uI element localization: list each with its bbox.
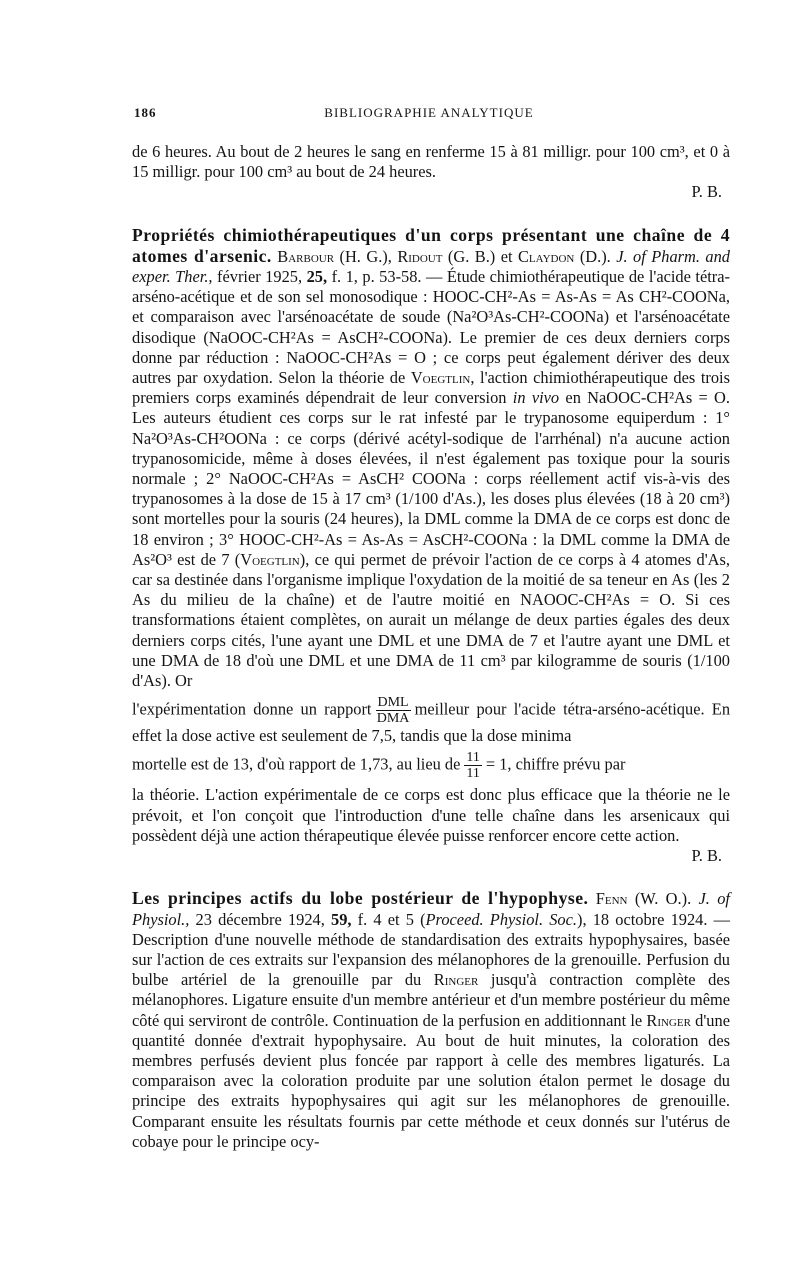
article-1-pages: f. 1, p. 53-58. — <box>331 267 443 287</box>
article-1-author-2-initials: (G. B.) et <box>447 246 513 266</box>
article-2-ringer-2: Ringer <box>646 1010 691 1030</box>
article-1-author-3: Claydon <box>517 246 575 266</box>
article-2 <box>132 888 730 1152</box>
article-1-text-1: Étude chimiothérapeutique de l'acide tétra-arséno-acétique et de son sel monosodique : HOOC-CH²-As = As-As = As CH²-COONa, et comparaison avec l'arsénoacétate de soude (Na²O³As-CH²-COONa) et l'arsénoacétate disodique (NaOOC-CH²As = AsCH²-COONa). Le premier de ces deux derniers corps donne par réduction : NaOOC-CH²As = O ; ce corps peut également dériver des deux autres par oxydation. Selon la théorie de <box>132 267 730 388</box>
continuation-signature: P. B. <box>691 182 722 202</box>
article-1-text-4: ), ce qui permet de prévoir l'action de ce corps à 4 atomes d'As, car sa destinée dans l'organisme implique l'oxydation de la moitié de sa teneur en As (les 2 As du milieu de la chaîne) et de l'autre moitié en NAOOC-CH²As = O. Si ces transformations étaient complètes, on aurait un mélange de deux parties égales des deux derniers corps cités, l'une ayant une DML et une DMA de 7 et l'autre ayant une DML et une DMA de 18 d'où une DML et une DMA de 11 cm³ par kilogramme de souris (1/100 d'As). Or <box>132 549 730 691</box>
article-2-author-initials: (W. O.). <box>634 889 692 909</box>
article-1-journal: J. of Pharm. and exper. Ther., <box>132 246 730 287</box>
fraction-11-11 <box>464 750 481 781</box>
article-1-author-3-initials: (D.). <box>579 246 611 266</box>
article-2-text-2: jusqu'à contraction complète des mélanophores. Ligature ensuite d'un membre antérieur et d'un membre postérieur du même côté qui serviront de contrôle. Continuation de la perfusion en additionnant le <box>132 970 730 1030</box>
page-body <box>132 142 730 1152</box>
running-header <box>134 101 724 125</box>
article-1-text-6a: mortelle est de 13, d'où rapport de 1,73, au lieu de <box>132 754 461 774</box>
article-1-name-voegtlin: Voegtlin <box>410 368 471 388</box>
fraction-numerator: DML <box>377 695 409 711</box>
article-1 <box>132 225 730 692</box>
article-1-in-vivo: in vivo <box>512 388 560 408</box>
article-2-date: 23 décembre 1924, <box>195 909 325 929</box>
fraction-numerator: 11 <box>466 750 480 766</box>
article-1-author-1: Barbour <box>277 246 335 266</box>
running-title: BIBLIOGRAPHIE ANALYTIQUE <box>324 105 534 120</box>
article-1-name-voegtlin-2: Voegtlin <box>240 549 300 569</box>
article-2-title: Les principes actifs du lobe postérieur de l'hypophyse. <box>132 888 589 909</box>
fraction-denominator: 11 <box>466 766 480 782</box>
article-1-volume: 25, <box>306 267 328 287</box>
article-1-text-5b: meilleur pour l'acide tétra-arséno-acétique. En effet la dose active est seulement de 7,5, tandis que la dose minima <box>132 699 731 746</box>
article-2-journal: J. of Physiol., <box>132 889 730 929</box>
fraction-denominator: DMA <box>376 711 410 727</box>
article-1-ratio-line-2 <box>132 750 730 781</box>
article-1-signature: P. B. <box>691 846 722 866</box>
article-2-author: Fenn <box>595 889 628 909</box>
article-1-ratio-line-1 <box>132 695 730 746</box>
article-1-title: Propriétés chimiothérapeutiques d'un corps présentant une chaîne de 4 atomes d'arsenic. <box>132 224 730 266</box>
article-1-text-5a: l'expérimentation donne un rapport <box>132 699 372 719</box>
continuation-paragraph: de 6 heures. Au bout de 2 heures le sang en renferme 15 à 81 milligr. pour 100 cm³, et 0 à 15 milligr. pour 100 cm³ au bout de 24 heures. <box>132 142 730 182</box>
article-1-text-2: , l'action chimiothérapeutique des trois premiers corps examinés dépendrait de leur conversion <box>132 368 730 408</box>
article-2-ringer-1: Ringer <box>433 970 479 990</box>
article-1-text-6b: = 1, chiffre prévu par <box>485 754 626 774</box>
article-2-proceedings: Proceed. Physiol. Soc. <box>425 909 577 929</box>
article-1-conclusion: la théorie. L'action expérimentale de ce corps est donc plus efficace que la théorie ne le prévoit, et l'on conçoit que l'introduction d'une telle chaîne dans les arsenicaux qui possèdent déjà une action thérapeutique élevée puisse renforcer encore cette action. <box>132 785 730 845</box>
article-2-fascicle: f. 4 et 5 ( <box>357 909 426 929</box>
article-1-text-3: en NaOOC-CH²As = O. Les auteurs étudient ces corps sur le rat infesté par le trypanosome equiperdum : 1° Na²O³As-CH²OONa : ce corps (dérivé acétyl-sodique de l'arrhénal) n'a aucune action trypanosomicide, même à doses élevées, il n'est également pas toxique pour la souris normale ; 2° NaOOC-CH²As = AsCH² COONa : corps réellement actif vis-à-vis des trypanosomes à la dose de 15 à 17 cm³ (1/100 d'As.), les doses plus élevées (18 à 20 cm³) sont mortelles pour la souris (24 heures), la DML comme la DMA de ce corps est donc de 18 environ ; 3° HOOC-CH²-As = As-As = AsCH²-COONa : la DML comme la DMA de As²O³ est de 7 ( <box>132 388 730 569</box>
article-2-text-1: Description d'une nouvelle méthode de standardisation des extraits hypophysaires, basée sur l'action de ces extraits sur l'expansion des mélanophores de la grenouille. Perfusion du bulbe artériel de la grenouille par du <box>132 929 730 990</box>
article-2-volume: 59, <box>331 909 352 929</box>
article-2-text-3: d'une quantité donnée d'extrait hypophysaire. Au bout de huit minutes, la coloration des membres perfusés devient plus foncée par rapport à celle des membres ligaturés. La comparaison avec la coloration produite par une solution étalon permet le dosage du principe des extraits hypophysaires qui agit sur les mélanophores de grenouille. Comparant ensuite les résultats fournis par cette méthode et ceux donnés sur l'utérus de cobaye pour le principe ocy- <box>132 1010 730 1151</box>
article-1-date: février 1925, <box>217 267 303 287</box>
page-number: 186 <box>134 105 157 120</box>
article-2-citation-date: ), 18 octobre 1924. — <box>577 909 731 929</box>
article-1-author-1-initials: (H. G.), <box>339 246 392 266</box>
article-1-author-2: Ridout <box>397 246 443 266</box>
fraction-dml-dma <box>376 695 411 726</box>
